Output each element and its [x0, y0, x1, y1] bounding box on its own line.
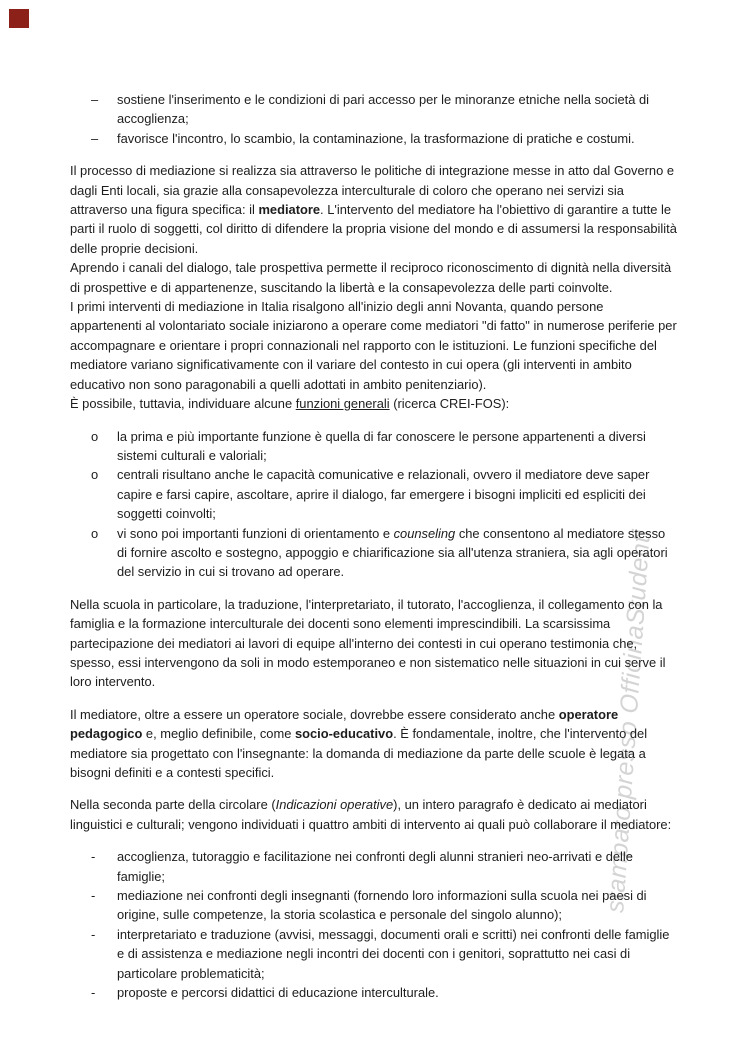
bullet-list [70, 427, 678, 582]
list-item-text [117, 467, 649, 521]
paragraph-group [70, 795, 678, 834]
text-run: Nella scuola in particolare, la traduzione, l'interpretariato, il tutorato, l'accoglienza, il collegamento con la famiglia e la formazione interculturale dei docenti sono elementi imprescindibili. La scarsissima partecipazione dei mediatori ai lavori di equipe all'interno dei contesti in cui operano testimonia che, spesso, essi intervengono da soli in modo estemporaneo e non sistematico nelle situazioni in cui serve il loro intervento. [70, 596, 666, 690]
list-marker: o [91, 428, 99, 444]
list-item-text [117, 429, 646, 463]
text-run: centrali risultano anche le capacità comunicative e relazionali, ovvero il mediatore deve saper capire e farsi capire, ascoltare, aprire il dialogo, far emergere i bisogni impliciti ed espliciti dei soggetti coinvolti; [117, 467, 650, 522]
list-item [70, 465, 678, 523]
list-item-text [117, 526, 668, 580]
text-run: operatore pedagogico [70, 706, 619, 742]
paragraph [70, 595, 678, 692]
paragraph-group [70, 705, 678, 783]
paragraph [70, 161, 678, 258]
paragraph [70, 297, 678, 394]
text-run: la prima e più importante funzione è quella di far conoscere le persone appartenenti a diversi sistemi culturali e valoriali; [117, 428, 646, 463]
list-item [70, 925, 678, 983]
text-run: Indicazioni operative [275, 797, 394, 813]
list-marker: - [91, 849, 96, 865]
list-marker: o [91, 467, 99, 483]
text-run: counseling [393, 525, 456, 541]
text-run: I primi interventi di mediazione in Italia risalgono all'inizio degli anni Novanta, quando persone appartenenti al volontariato sociale iniziarono a operare come mediatori "di fatto" in numerose periferie per accompagnare e orientare i propri connazionali nel rapporto con le istituzioni. Le funzioni specifiche del mediatore variano significativamente con il variare del contesto in cui opera (gli interventi in ambito educativo non sono paragonabili a quelli adottati in ambito penitenziario). [70, 299, 677, 392]
text-run: Aprendo i canali del dialogo, tale prospettiva permette il reciproco riconoscimento di dignità nella diversità di prospettive e di appartenenze, suscitando la libertà e la consapevolezza delle parti coinvolte. [70, 260, 672, 295]
text-run: Il processo di mediazione si realizza sia attraverso le politiche di integrazione messe in atto dal Governo e dagli Enti locali, sia grazie alla consapevolezza interculturale di coloro che operano nei servizi sia attraverso una figura specifica: il [70, 163, 675, 218]
paragraph [70, 258, 678, 297]
list-item [70, 129, 678, 148]
watermark-text: stampato presso OfficinaStudenti [601, 528, 656, 914]
list-marker: - [91, 926, 96, 942]
text-run: funzioni generali [295, 396, 390, 412]
list-item [70, 847, 678, 886]
text-run: (ricerca CREI-FOS): [389, 396, 510, 412]
document-body [70, 77, 678, 1015]
text-run: proposte e percorsi didattici di educazione interculturale. [117, 985, 439, 1001]
list-item [70, 90, 678, 129]
list-item [70, 886, 678, 925]
text-run: che consentono al mediatore stesso di fornire ascolto e sostegno, appoggio e chiarificazione sia all'utenza straniera, sia agli operatori del servizio in cui si trovano ad operare. [117, 525, 668, 580]
text-run: accoglienza, tutoraggio e facilitazione nei confronti degli alunni stranieri neo-arrivati e delle famiglie; [117, 849, 633, 884]
text-run: favorisce l'incontro, lo scambio, la contaminazione, la trasformazione di pratiche e costumi. [117, 130, 635, 146]
paragraph-group [70, 161, 678, 413]
list-item [70, 524, 678, 582]
list-item-text [117, 927, 669, 981]
list-marker: – [91, 92, 99, 107]
text-run: È possibile, tuttavia, individuare alcune [70, 396, 296, 412]
text-run: e, meglio definibile, come [142, 726, 295, 742]
list-marker: - [91, 888, 96, 904]
paragraph [70, 394, 678, 413]
text-run: ), un intero paragrafo è dedicato ai mediatori linguistici e culturali; vengono individuati i quattro ambiti di intervento ai quali può collaborare il mediatore: [70, 797, 672, 832]
list-item [70, 983, 678, 1002]
list-marker: – [91, 130, 99, 146]
text-run: Nella seconda parte della circolare ( [70, 797, 276, 813]
list-item-text [117, 92, 649, 126]
paragraph [70, 795, 678, 834]
list-item-text [117, 888, 647, 922]
bullet-list [70, 847, 678, 1002]
text-run: mediazione nei confronti degli insegnanti (fornendo loro informazioni sulla scuola nei paesi di origine, sulle competenze, la storia scolastica e personale del singolo alunno); [117, 888, 647, 923]
text-run: vi sono poi importanti funzioni di orientamento e [117, 525, 394, 541]
paragraph [70, 705, 678, 783]
bullet-list [70, 90, 678, 148]
corner-stamp [9, 9, 29, 28]
paragraph-group [70, 595, 678, 692]
list-marker: o [91, 525, 99, 541]
list-marker: - [91, 985, 96, 1001]
text-run: Il mediatore, oltre a essere un operatore sociale, dovrebbe essere considerato anche [70, 706, 559, 722]
text-run: sostiene l'inserimento e le condizioni di pari accesso per le minoranze etniche nella società di accoglienza; [117, 92, 649, 127]
text-run: . È fondamentale, inoltre, che l'intervento del mediatore sia progettato con l'insegnante: la domanda di mediazione da parte delle scuole è legata a bisogni definiti e a contesti specifici. [70, 726, 648, 780]
text-run: interpretariato e traduzione (avvisi, messaggi, documenti orali e scritti) nei confronti delle famiglie e di assistenza e mediazione negli incontri dei docenti con i genitori, soprattutto nei casi di particolare problematicità; [117, 926, 670, 981]
text-run: socio-educativo [294, 726, 394, 742]
list-item [70, 427, 678, 466]
list-item-text [117, 131, 635, 146]
list-item-text [117, 849, 633, 883]
text-run: mediatore [258, 202, 321, 218]
text-run: . L'intervento del mediatore ha l'obiettivo di garantire a tutte le parti il ruolo di soggetti, col diritto di difendere la propria visione del mondo e di assumersi la responsabilità delle proprie decisioni. [70, 202, 677, 256]
list-item-text [117, 985, 439, 1000]
